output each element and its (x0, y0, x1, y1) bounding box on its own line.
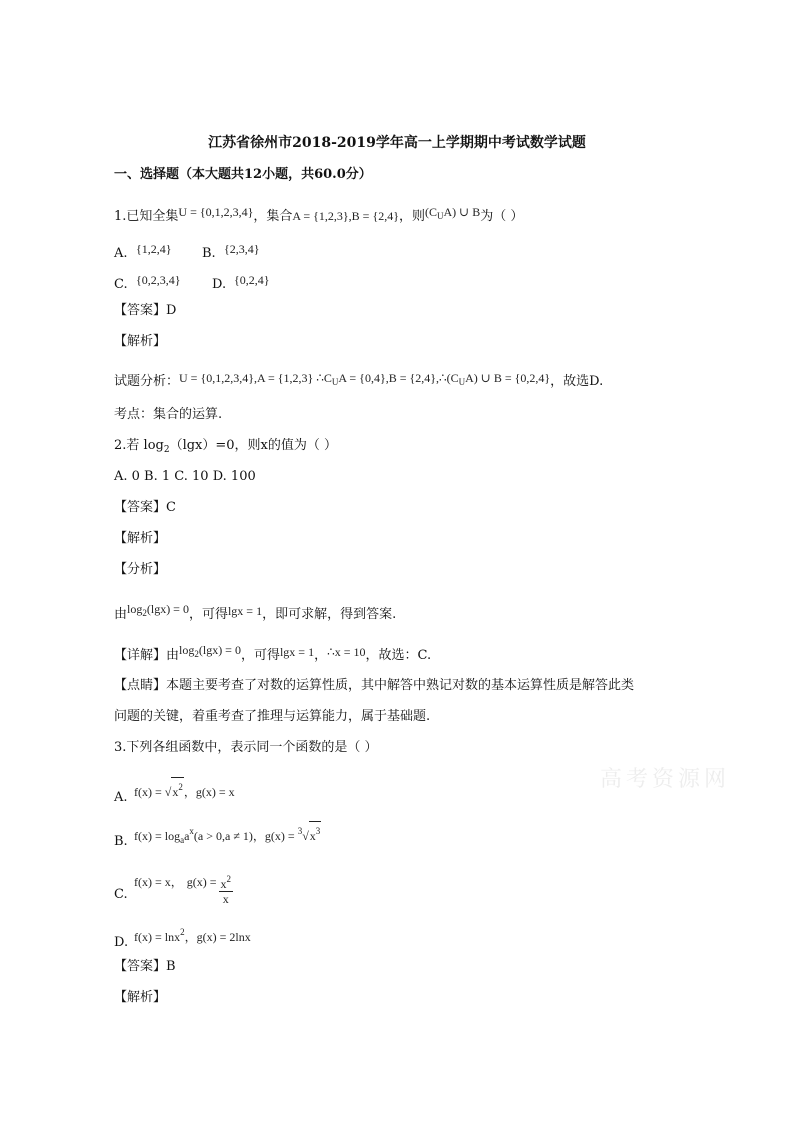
q3-option-b: B. $f(x) = \log_aa^x(a > 0,a \ne 1)$，$g(x) = ^3√x^3$ (114, 821, 321, 851)
q2-answer: 【答案】C (114, 500, 176, 515)
q3-option-a: A. $f(x) = √x^2$，g(x) = x (114, 777, 235, 807)
q2-dianjing-line-2: 问题的关键，着重考查了推理与运算能力，属于基础题. (114, 709, 431, 724)
q3-option-c: C.f(x) = x， g(x) = $\frac{x^2}{x}$ (114, 873, 232, 906)
q1-analysis-tail: ，故选D. (550, 374, 604, 389)
q2-dianjing-line-1: 【点睛】本题主要考查了对数的运算性质，其中解答中熟记对数的基本运算性质是解答此类 (114, 678, 635, 693)
q1-universal-set: U = {0,1,2,3,4} (178, 205, 254, 219)
q1-tail: 为（ ） (480, 209, 524, 224)
q1-analysis (114, 369, 603, 391)
q1-option-d-letter: D. (212, 277, 227, 292)
question-3-stem: 3.下列各组函数中，表示同一个函数的是（ ） (114, 740, 378, 755)
q1-option-a-value: {1,2,4} (136, 242, 172, 256)
q1-sets-ab: A = {1,2,3},B = {2,4} (292, 209, 399, 223)
q2-analysis-heading: 【解析】 (114, 531, 167, 546)
q1-mid: ，集合 (253, 209, 293, 224)
q1-options-row-1 (114, 240, 260, 263)
q1-analysis-math: U = {0,1,2,3,4},A = {1,2,3} $\therefore C_UA = \{0,4\},B$ = $\{2,4\},\therefore(C_UA)$ ∪ B = {0,2,4} (179, 371, 551, 387)
q2-fenxi-text: 由$\log_2(\lg x) = 0$，可得lgx = 1，即可求解，得到答案. (114, 602, 397, 622)
q1-options-row-2 (114, 271, 270, 294)
q3-answer: 【答案】B (114, 959, 176, 974)
q1-analysis-label: 试题分析： (114, 374, 180, 389)
watermark: 高考资源网 (600, 767, 731, 792)
q1-option-c-letter: C. (114, 277, 128, 292)
q1-topic: 考点：集合的运算. (114, 407, 223, 422)
question-2-stem: 2.若 $\log_2(\lg x)=0$，则x的值为（ ） (114, 438, 338, 455)
q1-then: ，则 (398, 209, 425, 224)
q3-option-d: D. f(x) = lnx$^2$，g(x) = 2lnx (114, 927, 251, 950)
section-heading: 一、选择题（本大题共12小题，共60.0分） (114, 167, 372, 182)
q1-option-b-value: {2,3,4} (224, 242, 260, 256)
q3-analysis-heading: 【解析】 (114, 990, 167, 1005)
document-title: 江苏省徐州市2018-2019学年高一上学期期中考试数学试题 (208, 135, 586, 151)
q1-option-d-value: {0,2,4} (234, 273, 270, 287)
q2-detail: 【详解】由$\log_2(\lg x) = 0$，可得lgx = 1，∴x = 10，故选：C. (114, 643, 432, 663)
q1-option-b-letter: B. (202, 246, 216, 261)
q1-option-a-letter: A. (114, 246, 128, 261)
question-1-stem (114, 203, 523, 226)
q1-analysis-heading: 【解析】 (114, 334, 167, 349)
q2-options: A. 0 B. 1 C. 10 D. 100 (114, 469, 256, 484)
q1-option-c-value: {0,2,3,4} (136, 273, 181, 287)
q1-prefix: 1.已知全集 (114, 209, 179, 224)
q1-expression: $(C_UA)$ ∪ B (424, 205, 481, 221)
q2-fenxi-heading: 【分析】 (114, 562, 167, 577)
q1-answer: 【答案】D (114, 303, 177, 318)
